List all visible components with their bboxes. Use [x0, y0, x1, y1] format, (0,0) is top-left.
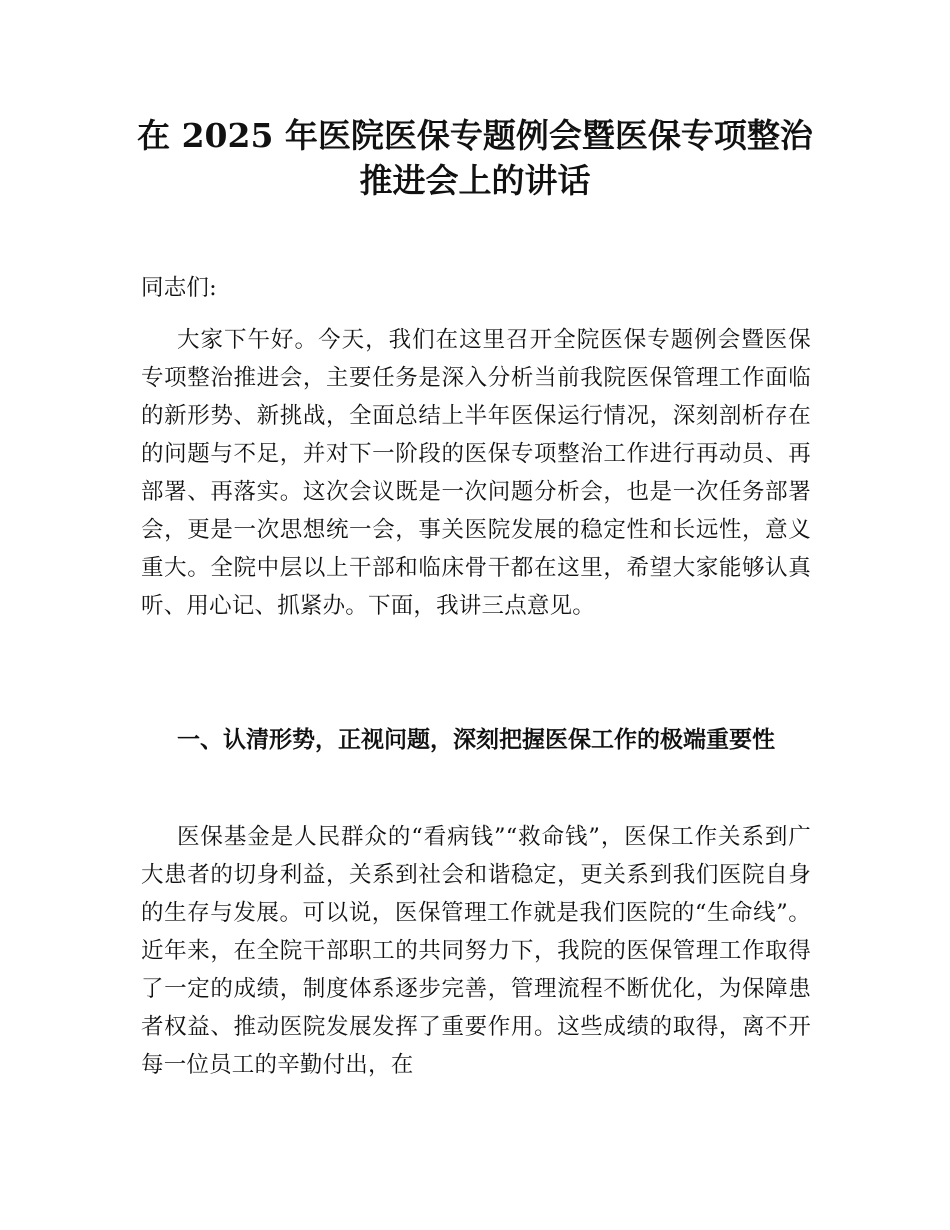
document-title-line-2: 推进会上的讲话: [359, 161, 591, 200]
greeting: 同志们:: [141, 275, 217, 301]
paragraph-section-1: 医保基金是人民群众的“看病钱”“救命钱”，医保工作关系到广大患者的切身利益，关系到社会和谐稳定，更关系到我们医院自身的生存与发展。可以说，医保管理工作就是我们医院的“生命线”。近年来，在全院干部职工的共同努力下，我院的医保管理工作取得了一定的成绩，制度体系逐步完善，管理流程不断优化，为保障患者权益、推动医院发展发挥了重要作用。这些成绩的取得，离不开每一位员工的辛勤付出，在: [141, 824, 811, 1078]
paragraph-intro: 大家下午好。今天，我们在这里召开全院医保专题例会暨医保专项整治推进会，主要任务是深入分析当前我院医保管理工作面临的新形势、新挑战，全面总结上半年医保运行情况，深刻剖析存在的问题与不足，并对下一阶段的医保专项整治工作进行再动员、再部署、再落实。这次会议既是一次问题分析会，也是一次任务部署会，更是一次思想统一会，事关医院发展的稳定性和长远性，意义重大。全院中层以上干部和临床骨干都在这里，希望大家能够认真听、用心记、抓紧办。下面，我讲三点意见。: [141, 327, 811, 619]
document-title-line-1: 在 2025 年医院医保专题例会暨医保专项整治: [137, 116, 813, 155]
section-heading-1: 一、认清形势，正视问题，深刻把握医保工作的极端重要性: [177, 727, 775, 753]
